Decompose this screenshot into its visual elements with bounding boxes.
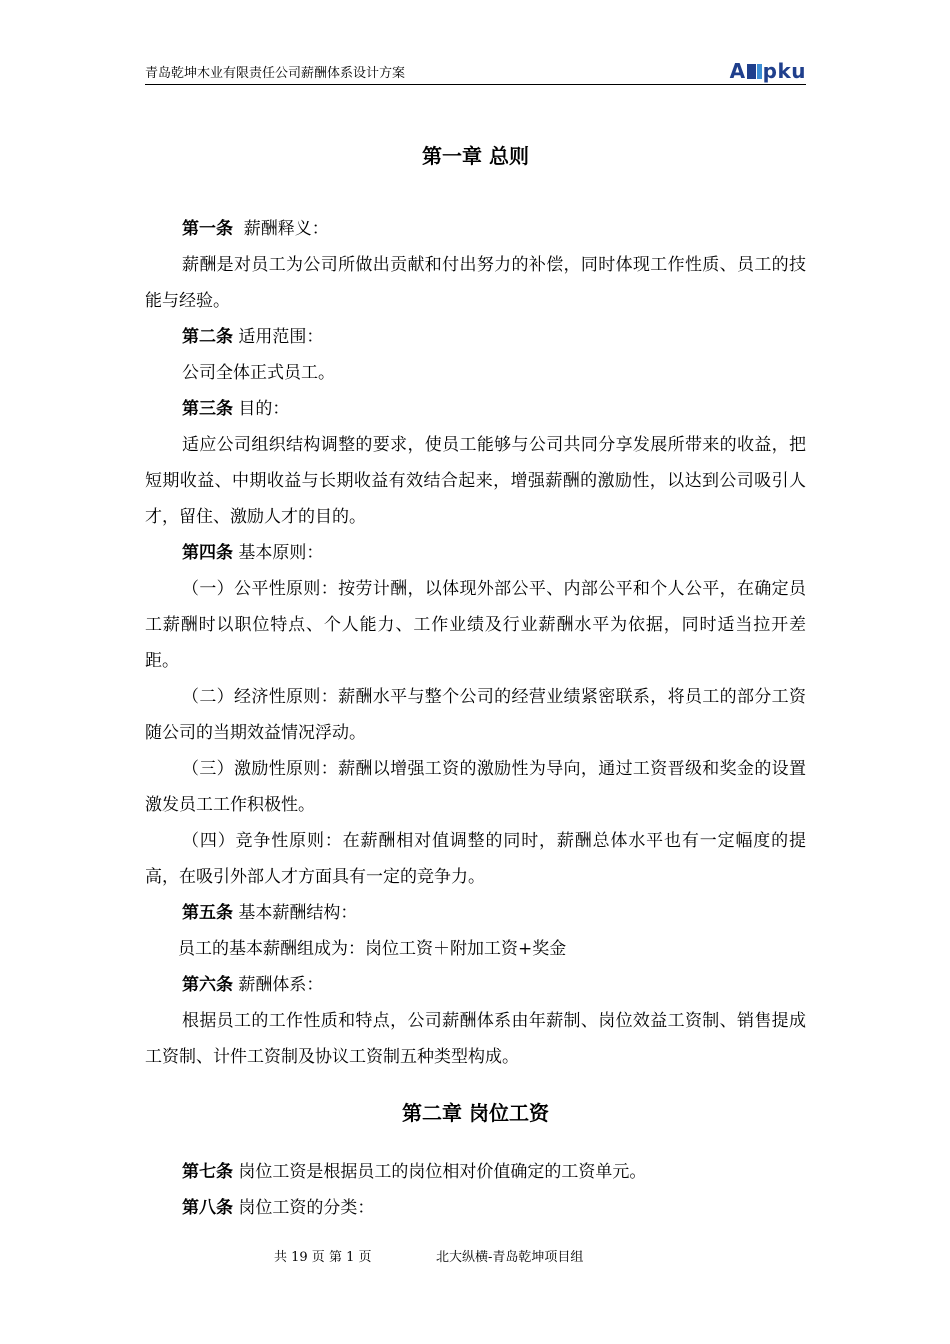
article-label: 第三条 <box>182 399 233 419</box>
article-2 <box>145 319 806 355</box>
article-1 <box>145 211 806 247</box>
company-logo <box>730 61 806 81</box>
logo-bar-icon <box>747 64 756 79</box>
article-label: 第四条 <box>182 543 233 563</box>
logo-accent-icon <box>757 64 762 79</box>
logo-letter: A <box>729 59 746 83</box>
article-label: 第一条 <box>182 219 233 239</box>
article-1-body: 薪酬是对员工为公司所做出贡献和付出努力的补偿，同时体现工作性质、员工的技能与经验。 <box>145 255 806 311</box>
article-8 <box>145 1190 806 1226</box>
document-title: 青岛乾坤木业有限责任公司薪酬体系设计方案 <box>145 66 406 81</box>
article-2-body: 公司全体正式员工。 <box>182 363 335 383</box>
article-heading: 薪酬体系： <box>238 975 324 995</box>
project-group: 北大纵横-青岛乾坤项目组 <box>436 1250 584 1265</box>
article-heading: 目的： <box>238 399 290 419</box>
article-label: 第二条 <box>182 327 233 347</box>
article-5 <box>145 895 806 931</box>
article-heading: 岗位工资是根据员工的岗位相对价值确定的工资单元。 <box>238 1162 647 1182</box>
article-heading: 适用范围： <box>238 327 324 347</box>
article-3 <box>145 391 806 427</box>
page-header <box>145 56 806 85</box>
article-heading: 基本薪酬结构： <box>238 903 358 923</box>
principle-1: （一）公平性原则：按劳计酬，以体现外部公平、内部公平和个人公平，在确定员工薪酬时以职位特点、个人能力、工作业绩及行业薪酬水平为依据，同时适当拉开差距。 <box>145 579 806 671</box>
article-label: 第八条 <box>182 1198 233 1218</box>
article-6-body: 根据员工的工作性质和特点，公司薪酬体系由年薪制、岗位效益工资制、销售提成工资制、计件工资制及协议工资制五种类型构成。 <box>145 1011 806 1067</box>
principle-3: （三）激励性原则：薪酬以增强工资的激励性为导向，通过工资晋级和奖金的设置激发员工工作积极性。 <box>145 759 806 815</box>
principle-4: （四）竞争性原则：在薪酬相对值调整的同时，薪酬总体水平也有一定幅度的提高，在吸引外部人才方面具有一定的竞争力。 <box>145 831 806 887</box>
chapter-1-title: 第一章 总则 <box>422 144 529 168</box>
principle-2: （二）经济性原则：薪酬水平与整个公司的经营业绩紧密联系，将员工的部分工资随公司的当期效益情况浮动。 <box>145 687 806 743</box>
article-heading: 基本原则： <box>238 543 324 563</box>
article-5-body: 员工的基本薪酬组成为：岗位工资＋附加工资+奖金 <box>178 939 567 959</box>
article-4 <box>145 535 806 571</box>
article-label: 第五条 <box>182 903 233 923</box>
article-6 <box>145 967 806 1003</box>
article-7 <box>145 1154 806 1190</box>
article-label: 第六条 <box>182 975 233 995</box>
article-label: 第七条 <box>182 1162 233 1182</box>
article-3-body: 适应公司组织结构调整的要求，使员工能够与公司共同分享发展所带来的收益，把短期收益、中期收益与长期收益有效结合起来，增强薪酬的激励性，以达到公司吸引人才，留住、激励人才的目的。 <box>145 435 806 527</box>
document-body <box>145 140 806 1226</box>
page-number: 共 19 页 第 1 页 <box>274 1250 372 1265</box>
article-heading: 薪酬释义： <box>233 219 329 239</box>
logo-text: pku <box>762 59 806 83</box>
article-heading: 岗位工资的分类： <box>238 1198 375 1218</box>
chapter-2-title: 第二章 岗位工资 <box>402 1101 549 1125</box>
